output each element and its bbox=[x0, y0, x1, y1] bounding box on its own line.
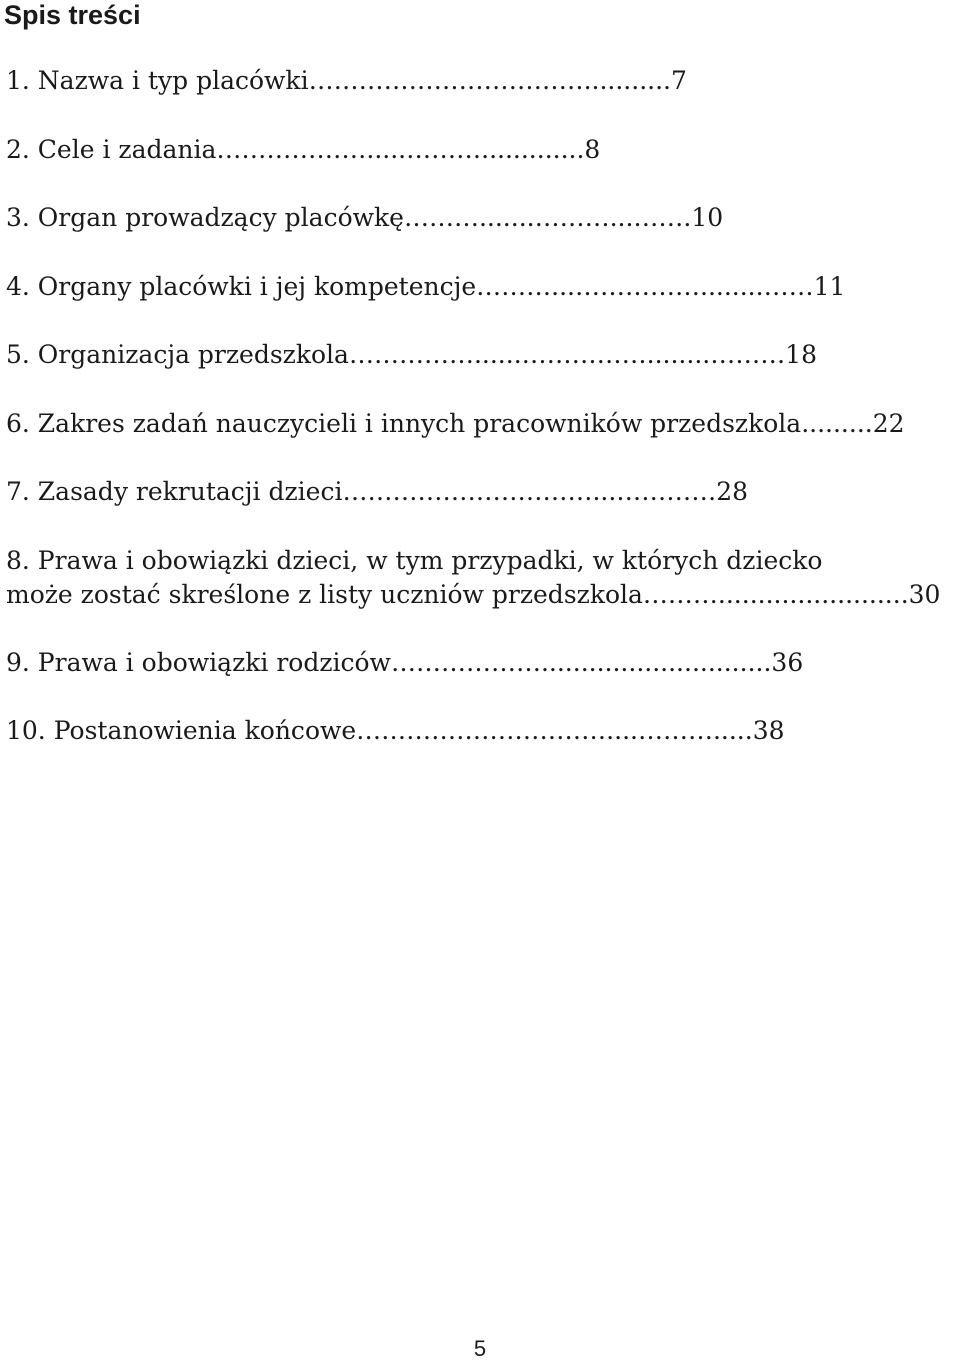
toc-entry-6 bbox=[6, 407, 956, 441]
toc-entry-text: 6. Zakres zadań nauczycieli i innych pracowników przedszkola.........22 bbox=[6, 409, 905, 438]
toc-entry-text: 5. Organizacja przedszkola……………......……………........………18 bbox=[6, 340, 818, 369]
toc-entry-text: 10. Postanowienia końcowe…………………………....……….....38 bbox=[6, 716, 785, 745]
toc-entry-4 bbox=[6, 270, 956, 304]
toc-entry-text: 1. Nazwa i typ placówki……………………………...........7 bbox=[6, 66, 687, 95]
toc-entry-2 bbox=[6, 133, 956, 167]
toc-entry-10 bbox=[6, 714, 956, 748]
toc-entry-text: 3. Organ prowadzący placówkę……….......………...…….10 bbox=[6, 203, 724, 232]
toc-entry-1 bbox=[6, 64, 956, 98]
toc-entry-9 bbox=[6, 646, 956, 680]
toc-entry-7 bbox=[6, 475, 956, 509]
toc-entry-5 bbox=[6, 338, 956, 372]
toc-entry-text: 7. Zasady rekrutacji dzieci…………………………...…………28 bbox=[6, 477, 749, 506]
toc-entry-8 bbox=[6, 544, 956, 612]
toc-entry-text-line2: może zostać skreślone z listy uczniów przedszkola………........................30 bbox=[6, 580, 941, 609]
page-number: 5 bbox=[473, 1336, 487, 1361]
toc-entry-text: 9. Prawa i obowiązki rodziców……………….............................36 bbox=[6, 648, 804, 677]
toc-entry-text: 2. Cele i zadania……………….....……….............8 bbox=[6, 135, 601, 164]
toc-entry-text: 4. Organy placówki i jej kompetencje………...……………........……11 bbox=[6, 272, 846, 301]
toc-entry-3 bbox=[6, 201, 956, 235]
toc-entry-text-line1: 8. Prawa i obowiązki dzieci, w tym przypadki, w których dziecko bbox=[6, 546, 823, 575]
toc-title: Spis treści bbox=[4, 0, 141, 30]
